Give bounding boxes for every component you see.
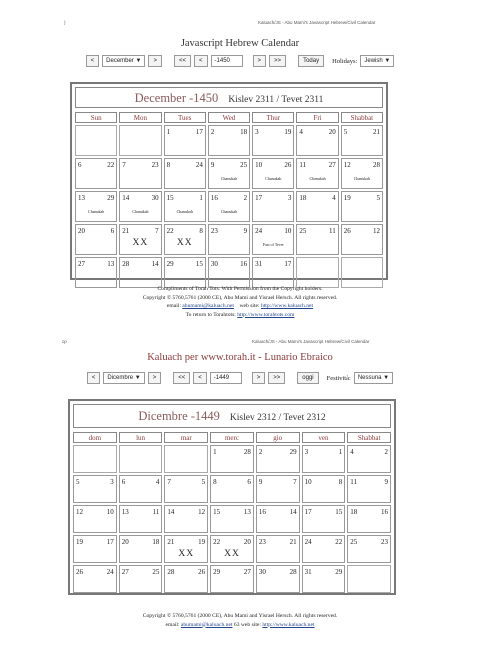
- email-label: email:: [166, 303, 181, 309]
- gregorian-date: 15: [166, 194, 174, 202]
- website-label: web site:: [239, 303, 260, 309]
- gregorian-date: 23: [258, 538, 266, 546]
- empty-day-cell: [296, 257, 338, 288]
- gregorian-date: 17: [304, 508, 312, 516]
- gregorian-date: 2: [210, 128, 215, 136]
- gregorian-date: 22: [166, 227, 174, 235]
- weekday-header: Fri: [296, 112, 338, 123]
- gregorian-date: 7: [122, 161, 126, 169]
- weekday-header: gio: [256, 432, 300, 443]
- hebrew-date: 1: [199, 194, 203, 202]
- hebrew-date: 6: [247, 478, 251, 486]
- handwritten-mark: XX: [224, 549, 240, 559]
- calendar-grid: [75, 112, 383, 288]
- hebrew-date: 5: [201, 478, 206, 486]
- gregorian-date: 27: [121, 568, 129, 576]
- hebrew-date: 17: [195, 128, 203, 136]
- day-cell[interactable]: [256, 475, 300, 503]
- gregorian-date: 18: [299, 194, 307, 202]
- footer-permission: Compliments of Torah Tots. With Permission from the Copyright holders.: [157, 286, 323, 292]
- day-cell[interactable]: [119, 475, 163, 503]
- hebrew-date: 11: [328, 227, 336, 235]
- gregorian-date: 8: [213, 478, 217, 486]
- gregorian-date: 16: [210, 194, 218, 202]
- prev-year-button[interactable]: <: [194, 55, 208, 67]
- day-cell[interactable]: [256, 535, 300, 563]
- empty-day-cell: [347, 565, 391, 593]
- hebrew-date: 28: [372, 161, 380, 169]
- day-cell[interactable]: [119, 535, 163, 563]
- next-year-fast-button[interactable]: >>: [269, 55, 286, 67]
- hebrew-date: 20: [328, 128, 336, 136]
- next-year-button[interactable]: >: [253, 55, 267, 67]
- calendar-nav: [0, 372, 480, 384]
- footer-contact: [0, 302, 480, 311]
- month-select-value: December: [106, 58, 134, 64]
- gregorian-date: 3: [304, 448, 309, 456]
- footer-return: [0, 311, 480, 320]
- hebrew-date: 4: [155, 478, 160, 486]
- month-header: [73, 404, 391, 428]
- weekday-header: dom: [73, 432, 117, 443]
- gregorian-date: 10: [304, 478, 312, 486]
- holiday-label: Chanukah: [176, 209, 193, 214]
- gregorian-date: 13: [78, 194, 85, 202]
- day-cell[interactable]: [341, 224, 383, 255]
- holiday-label: Chanukah: [88, 209, 105, 214]
- hebrew-date: 10: [106, 508, 114, 516]
- day-cell[interactable]: [296, 125, 338, 156]
- gregorian-date: 25: [350, 538, 358, 546]
- hebrew-date: 18: [240, 128, 248, 136]
- hebrew-date: 16: [381, 508, 388, 516]
- day-cell[interactable]: [256, 445, 300, 473]
- day-cell[interactable]: [208, 158, 250, 189]
- gregorian-date: 6: [121, 478, 126, 486]
- day-cell[interactable]: [208, 191, 250, 222]
- day-cell[interactable]: [164, 565, 208, 593]
- day-cell[interactable]: [341, 191, 383, 222]
- hebrew-date: 12: [198, 508, 206, 516]
- empty-day-cell: [75, 125, 117, 156]
- footer-contact: [0, 621, 480, 630]
- hebrew-date: 16: [240, 260, 248, 268]
- hebrew-date: 29: [335, 568, 343, 576]
- hebrew-month-title: Kislev 2312 / Tevet 2312: [229, 413, 326, 423]
- gregorian-date: 28: [122, 260, 130, 268]
- gregorian-date: 21: [122, 227, 130, 235]
- hebrew-date: 20: [243, 538, 251, 546]
- gregorian-date: 15: [213, 508, 221, 516]
- hebrew-date: 17: [106, 538, 114, 546]
- hebrew-date: 19: [198, 538, 206, 546]
- handwritten-mark: XX: [132, 238, 149, 248]
- website-link[interactable]: http://www.kaluach.net: [260, 303, 314, 309]
- day-cell[interactable]: [347, 475, 391, 503]
- day-cell[interactable]: [302, 565, 346, 593]
- day-cell[interactable]: [73, 475, 117, 503]
- gregorian-date: 22: [213, 538, 221, 546]
- today-button[interactable]: oggi: [297, 372, 318, 384]
- day-cell[interactable]: [164, 257, 206, 288]
- day-cell[interactable]: [252, 224, 294, 255]
- next-year-button[interactable]: >: [252, 372, 266, 384]
- hebrew-date: 6: [110, 227, 115, 235]
- month-select-value: Dicembre: [107, 375, 134, 381]
- calendar-table: [70, 82, 388, 280]
- hebrew-date: 8: [338, 478, 343, 486]
- hebrew-month-title: Kislev 2311 / Tevet 2311: [228, 95, 324, 105]
- gregorian-date: 23: [210, 227, 218, 235]
- day-cell[interactable]: [119, 565, 163, 593]
- hebrew-date: 7: [293, 478, 297, 486]
- gregorian-date: 12: [76, 508, 83, 516]
- gregorian-date: 24: [255, 227, 263, 235]
- hebrew-date: 10: [284, 227, 292, 235]
- month-header: [75, 87, 383, 108]
- weekday-header: merc: [210, 432, 254, 443]
- hebrew-date: 2: [384, 448, 388, 456]
- gregorian-date: 7: [167, 478, 171, 486]
- gregorian-date: 11: [299, 161, 307, 169]
- hebrew-date: 26: [198, 568, 206, 576]
- hebrew-date: 14: [289, 508, 297, 516]
- hebrew-date: 18: [152, 538, 160, 546]
- empty-day-cell: [73, 445, 117, 473]
- day-cell[interactable]: [119, 224, 161, 255]
- year-field[interactable]: -1449: [210, 372, 242, 384]
- chevron-down-icon: ▼: [135, 58, 142, 64]
- chevron-down-icon: ▼: [134, 375, 141, 381]
- website-label: web site:: [240, 621, 261, 628]
- day-cell[interactable]: [252, 158, 294, 189]
- day-cell[interactable]: [210, 475, 254, 503]
- hebrew-date: 3: [287, 194, 292, 202]
- page-header-title: Kaluach/JS - Abu Mami's Javascript Hebrew/Civil Calendar: [252, 339, 370, 344]
- gregorian-date: 31: [255, 260, 263, 268]
- gregorian-date: 20: [121, 538, 129, 546]
- day-cell[interactable]: [73, 565, 117, 593]
- handwritten-mark: XX: [178, 549, 195, 559]
- holidays-label: Festività:: [326, 374, 351, 382]
- email-label: email:: [165, 621, 180, 628]
- day-cell[interactable]: [164, 475, 208, 503]
- hebrew-date: 15: [195, 260, 203, 268]
- weekday-header: mar: [164, 432, 208, 443]
- hebrew-date: 25: [152, 568, 160, 576]
- email-link[interactable]: abumami@kaluach.net: [182, 303, 234, 309]
- hebrew-date: 28: [243, 448, 251, 456]
- hebrew-date: 29: [107, 194, 115, 202]
- gregorian-date: 30: [210, 260, 218, 268]
- day-cell[interactable]: [164, 505, 208, 533]
- hebrew-date: 23: [381, 538, 388, 546]
- month-title: Dicembre -1449: [138, 409, 220, 423]
- day-cell[interactable]: [252, 191, 294, 222]
- hebrew-date: 24: [195, 161, 203, 169]
- day-cell[interactable]: [119, 505, 163, 533]
- gregorian-date: 1: [213, 448, 217, 456]
- gregorian-date: 5: [343, 128, 348, 136]
- hebrew-date: 22: [107, 161, 115, 169]
- hebrew-date: 8: [199, 227, 203, 235]
- weekday-header: Shabbat: [341, 112, 383, 123]
- holidays-select[interactable]: [360, 55, 394, 67]
- gregorian-date: 19: [343, 194, 351, 202]
- gregorian-date: 9: [210, 161, 215, 169]
- hebrew-date: 3: [110, 478, 114, 486]
- holidays-label: Holidays:: [332, 57, 358, 65]
- return-label: To return to Torahtots:: [185, 311, 236, 318]
- holiday-label: Fast of Tevet: [262, 242, 284, 247]
- gregorian-date: 5: [76, 478, 80, 486]
- hebrew-date: 13: [243, 508, 251, 516]
- year-field[interactable]: -1450: [211, 55, 243, 67]
- weekday-header: Wed: [208, 112, 250, 123]
- empty-day-cell: [119, 125, 161, 156]
- day-cell[interactable]: [210, 535, 254, 563]
- gregorian-date: 4: [350, 448, 354, 456]
- hebrew-date: 19: [284, 128, 292, 136]
- gregorian-date: 11: [350, 478, 358, 486]
- day-cell[interactable]: [75, 191, 117, 222]
- day-cell[interactable]: [210, 565, 254, 593]
- gregorian-date: 14: [122, 194, 130, 202]
- weekday-header: Mon: [119, 112, 161, 123]
- day-cell[interactable]: [302, 505, 346, 533]
- prev-year-fast-button[interactable]: <<: [173, 372, 190, 384]
- day-cell[interactable]: [256, 565, 300, 593]
- weekday-header: Sun: [75, 112, 117, 123]
- page-header-title: Kaluach/JS - Abu Mami's Javascript Hebrew/Civil Calendar: [258, 20, 376, 25]
- gregorian-date: 26: [76, 568, 83, 576]
- day-cell[interactable]: [164, 158, 206, 189]
- gregorian-date: 25: [299, 227, 307, 235]
- hebrew-date: 28: [289, 568, 297, 576]
- calendar-table: [68, 399, 396, 595]
- hebrew-date: 9: [384, 478, 388, 486]
- gregorian-date: 2: [258, 448, 263, 456]
- weekday-header: lun: [119, 432, 163, 443]
- day-cell[interactable]: [164, 224, 206, 255]
- next-year-fast-button[interactable]: >>: [268, 372, 285, 384]
- day-cell[interactable]: [347, 535, 391, 563]
- gregorian-date: 24: [304, 538, 312, 546]
- gregorian-date: 4: [299, 128, 303, 136]
- day-cell[interactable]: [119, 158, 161, 189]
- weekday-header: ven: [302, 432, 346, 443]
- day-cell[interactable]: [252, 125, 294, 156]
- gregorian-date: 16: [258, 508, 266, 516]
- hebrew-date: 29: [289, 448, 297, 456]
- chevron-down-icon: ▼: [384, 58, 391, 64]
- day-cell[interactable]: [302, 445, 346, 473]
- weekday-header: Shabbat: [347, 432, 391, 443]
- day-cell[interactable]: [164, 191, 206, 222]
- gregorian-date: 1: [166, 128, 171, 136]
- day-cell[interactable]: [208, 224, 250, 255]
- day-cell[interactable]: [75, 158, 117, 189]
- holiday-label: Chanukah: [132, 209, 149, 214]
- email-link[interactable]: abumami@kaluach.net: [180, 621, 233, 628]
- gregorian-date: 10: [255, 161, 263, 169]
- hebrew-date: 23: [151, 161, 159, 169]
- hebrew-date: 22: [335, 538, 343, 546]
- weekday-header: Thur: [252, 112, 294, 123]
- website-link[interactable]: http://www.kaluach.net: [262, 621, 315, 628]
- day-cell[interactable]: [75, 257, 117, 288]
- day-cell[interactable]: [296, 158, 338, 189]
- hebrew-date: 21: [372, 128, 380, 136]
- hebrew-date: 2: [243, 194, 248, 202]
- page-number: 63: [233, 621, 240, 628]
- day-cell[interactable]: [75, 224, 117, 255]
- hebrew-date: 13: [107, 260, 115, 268]
- day-cell[interactable]: [256, 505, 300, 533]
- hebrew-date: 4: [332, 194, 336, 202]
- hebrew-date: 30: [151, 194, 159, 202]
- next-month-button[interactable]: >: [148, 55, 162, 67]
- hebrew-date: 27: [328, 161, 336, 169]
- day-cell[interactable]: [210, 445, 254, 473]
- holidays-select[interactable]: [354, 372, 393, 384]
- hebrew-date: 26: [284, 161, 292, 169]
- day-cell[interactable]: [302, 475, 346, 503]
- holiday-label: Chanukah: [220, 176, 238, 181]
- day-cell[interactable]: [341, 158, 383, 189]
- gregorian-date: 29: [166, 260, 174, 268]
- gregorian-date: 31: [304, 568, 312, 576]
- day-cell[interactable]: [119, 191, 161, 222]
- gregorian-date: 20: [78, 227, 85, 235]
- next-month-button[interactable]: >: [148, 372, 162, 384]
- holiday-label: Chanukah: [353, 176, 370, 181]
- day-cell[interactable]: [119, 257, 161, 288]
- footer: [0, 285, 480, 319]
- hebrew-date: 27: [243, 568, 251, 576]
- prev-year-fast-button[interactable]: <<: [174, 55, 191, 67]
- day-cell[interactable]: [347, 505, 391, 533]
- day-cell[interactable]: [164, 125, 206, 156]
- page-header-left: ): [64, 20, 66, 25]
- day-cell[interactable]: [164, 535, 208, 563]
- prev-year-button[interactable]: <: [193, 372, 207, 384]
- calendar-grid: [73, 432, 391, 593]
- gregorian-date: 8: [166, 161, 171, 169]
- calendar-nav: [0, 55, 480, 67]
- gregorian-date: 6: [78, 161, 82, 169]
- gregorian-date: 19: [76, 538, 83, 546]
- gregorian-date: 26: [343, 227, 351, 235]
- gregorian-date: 18: [350, 508, 358, 516]
- gregorian-date: 12: [343, 161, 351, 169]
- footer-copyright: Copyright © 5760,5761 (2000 CE), Abu Mami and Yisrael Hersch. All rights reserved.: [142, 613, 338, 619]
- holiday-label: Chanukah: [265, 176, 282, 181]
- hebrew-date: 25: [240, 161, 248, 169]
- holiday-label: Chanukah: [309, 176, 326, 181]
- gregorian-date: 30: [258, 568, 266, 576]
- day-cell[interactable]: [73, 535, 117, 563]
- gregorian-date: 17: [255, 194, 263, 202]
- torahtots-link[interactable]: http://www.torahtots.com: [237, 311, 295, 318]
- hebrew-date: 7: [155, 227, 159, 235]
- hebrew-date: 15: [335, 508, 343, 516]
- month-title: December -1450: [134, 91, 219, 105]
- holiday-label: Chanukah: [220, 209, 238, 214]
- gregorian-date: 27: [78, 260, 85, 268]
- month-select[interactable]: [102, 55, 145, 67]
- today-button[interactable]: Today: [298, 55, 324, 67]
- gregorian-date: 3: [255, 128, 259, 136]
- hebrew-date: 5: [376, 194, 380, 202]
- empty-day-cell: [341, 257, 383, 288]
- holidays-select-value: Jewish: [364, 58, 383, 64]
- empty-day-cell: [119, 445, 163, 473]
- prev-month-button[interactable]: <: [86, 55, 100, 67]
- page-title: Javascript Hebrew Calendar: [180, 38, 300, 49]
- hebrew-date: 1: [338, 448, 343, 456]
- hebrew-date: 9: [243, 227, 248, 235]
- day-cell[interactable]: [302, 535, 346, 563]
- day-cell[interactable]: [210, 505, 254, 533]
- gregorian-date: 13: [121, 508, 129, 516]
- hebrew-date: 12: [372, 227, 380, 235]
- chevron-down-icon: ▼: [383, 375, 390, 381]
- day-cell[interactable]: [208, 125, 250, 156]
- day-cell[interactable]: [341, 125, 383, 156]
- hebrew-date: 24: [106, 568, 114, 576]
- day-cell[interactable]: [73, 505, 117, 533]
- footer: [0, 612, 480, 629]
- handwritten-mark: XX: [176, 238, 193, 248]
- day-cell[interactable]: [296, 224, 338, 255]
- hebrew-date: 17: [284, 260, 292, 268]
- day-cell[interactable]: [208, 257, 250, 288]
- holidays-select-value: Nessuna: [357, 375, 382, 381]
- hebrew-date: 11: [152, 508, 160, 516]
- prev-month-button[interactable]: <: [87, 372, 101, 384]
- footer-copyright: Copyright © 5760,5761 (2000 CE), Abu Mami and Yisrael Hersch. All rights reserved.: [142, 294, 338, 301]
- gregorian-date: 14: [167, 508, 175, 516]
- day-cell[interactable]: [252, 257, 294, 288]
- gregorian-date: 9: [258, 478, 263, 486]
- gregorian-date: 29: [213, 568, 221, 576]
- gregorian-date: 28: [167, 568, 175, 576]
- page-title: Kaluach per www.torah.it - Lunario Ebraico: [147, 352, 333, 363]
- page-header-left: cp: [62, 339, 67, 344]
- day-cell[interactable]: [347, 445, 391, 473]
- month-select[interactable]: [103, 372, 144, 384]
- gregorian-date: 21: [167, 538, 175, 546]
- hebrew-date: 14: [151, 260, 159, 268]
- hebrew-date: 21: [289, 538, 297, 546]
- weekday-header: Tues: [164, 112, 206, 123]
- empty-day-cell: [164, 445, 208, 473]
- day-cell[interactable]: [296, 191, 338, 222]
